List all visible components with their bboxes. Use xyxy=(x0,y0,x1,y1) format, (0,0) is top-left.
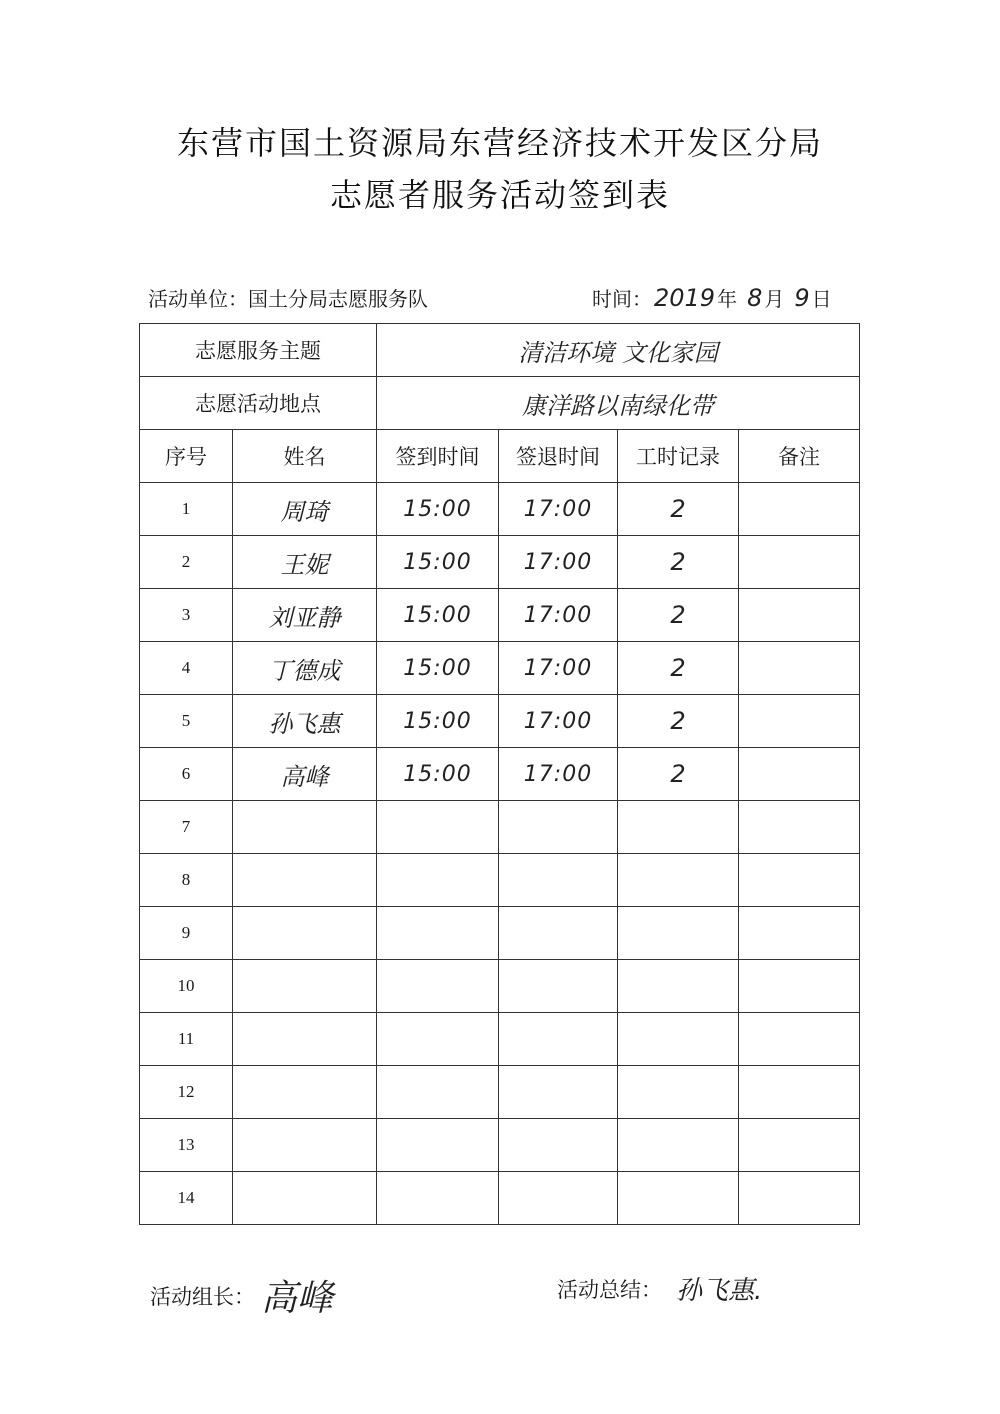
row-hours: 2 xyxy=(618,483,739,536)
table-row xyxy=(140,1066,860,1119)
date-day-suffix: 日 xyxy=(811,287,832,311)
row-remark xyxy=(739,907,860,960)
table-row xyxy=(140,483,860,536)
row-hours xyxy=(618,1013,739,1066)
row-sign-out-time: 17:00 xyxy=(499,536,618,589)
row-hours xyxy=(618,1172,739,1225)
col-header-hours: 工时记录 xyxy=(618,430,739,483)
row-sign-out-time xyxy=(499,1119,618,1172)
row-sign-out-time xyxy=(499,1172,618,1225)
row-sign-out-time: 17:00 xyxy=(499,642,618,695)
row-name xyxy=(233,1066,377,1119)
date-month: 8 xyxy=(747,284,763,312)
date-label: 时间： xyxy=(592,287,652,311)
col-header-no: 序号 xyxy=(140,430,233,483)
row-sign-in-time: 15:00 xyxy=(377,483,499,536)
row-sign-out-time xyxy=(499,1013,618,1066)
row-hours xyxy=(618,907,739,960)
date-year-suffix: 年 xyxy=(717,287,738,311)
row-remark xyxy=(739,1066,860,1119)
row-remark xyxy=(739,1119,860,1172)
row-name xyxy=(233,960,377,1013)
row-name xyxy=(233,854,377,907)
row-name: 周琦 xyxy=(233,483,377,536)
table-row xyxy=(140,1013,860,1066)
row-sign-in-time: 15:00 xyxy=(377,695,499,748)
row-sign-in-time: 15:00 xyxy=(377,748,499,801)
table-row xyxy=(140,854,860,907)
row-remark xyxy=(739,854,860,907)
row-sign-out-time xyxy=(499,907,618,960)
row-name: 孙飞惠 xyxy=(233,695,377,748)
row-hours: 2 xyxy=(618,695,739,748)
row-remark xyxy=(739,1172,860,1225)
row-sign-in-time xyxy=(377,1119,499,1172)
table-row xyxy=(140,695,860,748)
theme-value: 清洁环境 文化家园 xyxy=(377,324,860,377)
table-row xyxy=(140,748,860,801)
row-name: 丁德成 xyxy=(233,642,377,695)
row-number: 13 xyxy=(140,1119,233,1172)
row-hours: 2 xyxy=(618,536,739,589)
row-hours xyxy=(618,960,739,1013)
row-hours: 2 xyxy=(618,748,739,801)
row-sign-out-time xyxy=(499,1066,618,1119)
row-number: 7 xyxy=(140,801,233,854)
theme-row xyxy=(140,324,860,377)
row-remark xyxy=(739,642,860,695)
table-row xyxy=(140,801,860,854)
date-day: 9 xyxy=(794,284,810,312)
theme-label: 志愿服务主题 xyxy=(140,324,377,377)
row-sign-out-time xyxy=(499,801,618,854)
row-sign-out-time: 17:00 xyxy=(499,695,618,748)
row-remark xyxy=(739,589,860,642)
row-remark xyxy=(739,536,860,589)
row-hours: 2 xyxy=(618,589,739,642)
row-sign-in-time xyxy=(377,960,499,1013)
table-row xyxy=(140,960,860,1013)
summary-signature: 孙飞惠. xyxy=(676,1276,763,1306)
document-subtitle: 志愿者服务活动签到表 xyxy=(329,176,670,214)
row-hours xyxy=(618,1066,739,1119)
row-hours: 2 xyxy=(618,642,739,695)
row-sign-out-time xyxy=(499,854,618,907)
col-header-name: 姓名 xyxy=(233,430,377,483)
row-hours xyxy=(618,801,739,854)
activity-unit: 活动单位：国土分局志愿服务队 xyxy=(148,287,428,311)
row-sign-in-time xyxy=(377,1172,499,1225)
date-year: 2019 xyxy=(654,284,716,312)
row-remark xyxy=(739,695,860,748)
row-name xyxy=(233,1119,377,1172)
leader-label: 活动组长： xyxy=(150,1284,255,1309)
row-name: 王妮 xyxy=(233,536,377,589)
row-remark xyxy=(739,960,860,1013)
location-label: 志愿活动地点 xyxy=(140,377,377,430)
document-title: 东营市国土资源局东营经济技术开发区分局 xyxy=(176,124,823,162)
row-number: 1 xyxy=(140,483,233,536)
table-row xyxy=(140,907,860,960)
summary-block xyxy=(557,1270,762,1307)
row-remark xyxy=(739,748,860,801)
row-number: 6 xyxy=(140,748,233,801)
row-number: 11 xyxy=(140,1013,233,1066)
row-number: 12 xyxy=(140,1066,233,1119)
table-row xyxy=(140,536,860,589)
row-name xyxy=(233,907,377,960)
location-row xyxy=(140,377,860,430)
row-number: 2 xyxy=(140,536,233,589)
row-number: 4 xyxy=(140,642,233,695)
leader-signature: 高峰 xyxy=(261,1278,334,1319)
location-value: 康洋路以南绿化带 xyxy=(377,377,860,430)
row-sign-in-time: 15:00 xyxy=(377,536,499,589)
row-number: 5 xyxy=(140,695,233,748)
row-name xyxy=(233,801,377,854)
row-hours xyxy=(618,1119,739,1172)
col-header-remark: 备注 xyxy=(739,430,860,483)
summary-label: 活动总结： xyxy=(557,1277,662,1302)
row-sign-in-time: 15:00 xyxy=(377,642,499,695)
leader-block xyxy=(150,1270,333,1321)
row-sign-out-time xyxy=(499,960,618,1013)
row-remark xyxy=(739,483,860,536)
row-sign-in-time xyxy=(377,907,499,960)
row-number: 9 xyxy=(140,907,233,960)
row-sign-in-time: 15:00 xyxy=(377,589,499,642)
row-number: 8 xyxy=(140,854,233,907)
row-number: 10 xyxy=(140,960,233,1013)
row-sign-in-time xyxy=(377,801,499,854)
row-sign-in-time xyxy=(377,854,499,907)
row-remark xyxy=(739,1013,860,1066)
row-name: 刘亚静 xyxy=(233,589,377,642)
row-name: 高峰 xyxy=(233,748,377,801)
row-sign-in-time xyxy=(377,1013,499,1066)
header-row xyxy=(140,430,860,483)
row-sign-out-time: 17:00 xyxy=(499,483,618,536)
row-sign-out-time: 17:00 xyxy=(499,589,618,642)
row-name xyxy=(233,1013,377,1066)
table-row xyxy=(140,642,860,695)
row-remark xyxy=(739,801,860,854)
activity-date xyxy=(592,283,832,312)
row-number: 3 xyxy=(140,589,233,642)
table-row xyxy=(140,1172,860,1225)
row-sign-in-time xyxy=(377,1066,499,1119)
row-sign-out-time: 17:00 xyxy=(499,748,618,801)
table-row xyxy=(140,589,860,642)
col-header-sign-out: 签退时间 xyxy=(499,430,618,483)
sign-in-table xyxy=(139,323,860,1225)
row-hours xyxy=(618,854,739,907)
row-name xyxy=(233,1172,377,1225)
col-header-sign-in: 签到时间 xyxy=(377,430,499,483)
table-row xyxy=(140,1119,860,1172)
date-month-suffix: 月 xyxy=(764,287,785,311)
row-number: 14 xyxy=(140,1172,233,1225)
